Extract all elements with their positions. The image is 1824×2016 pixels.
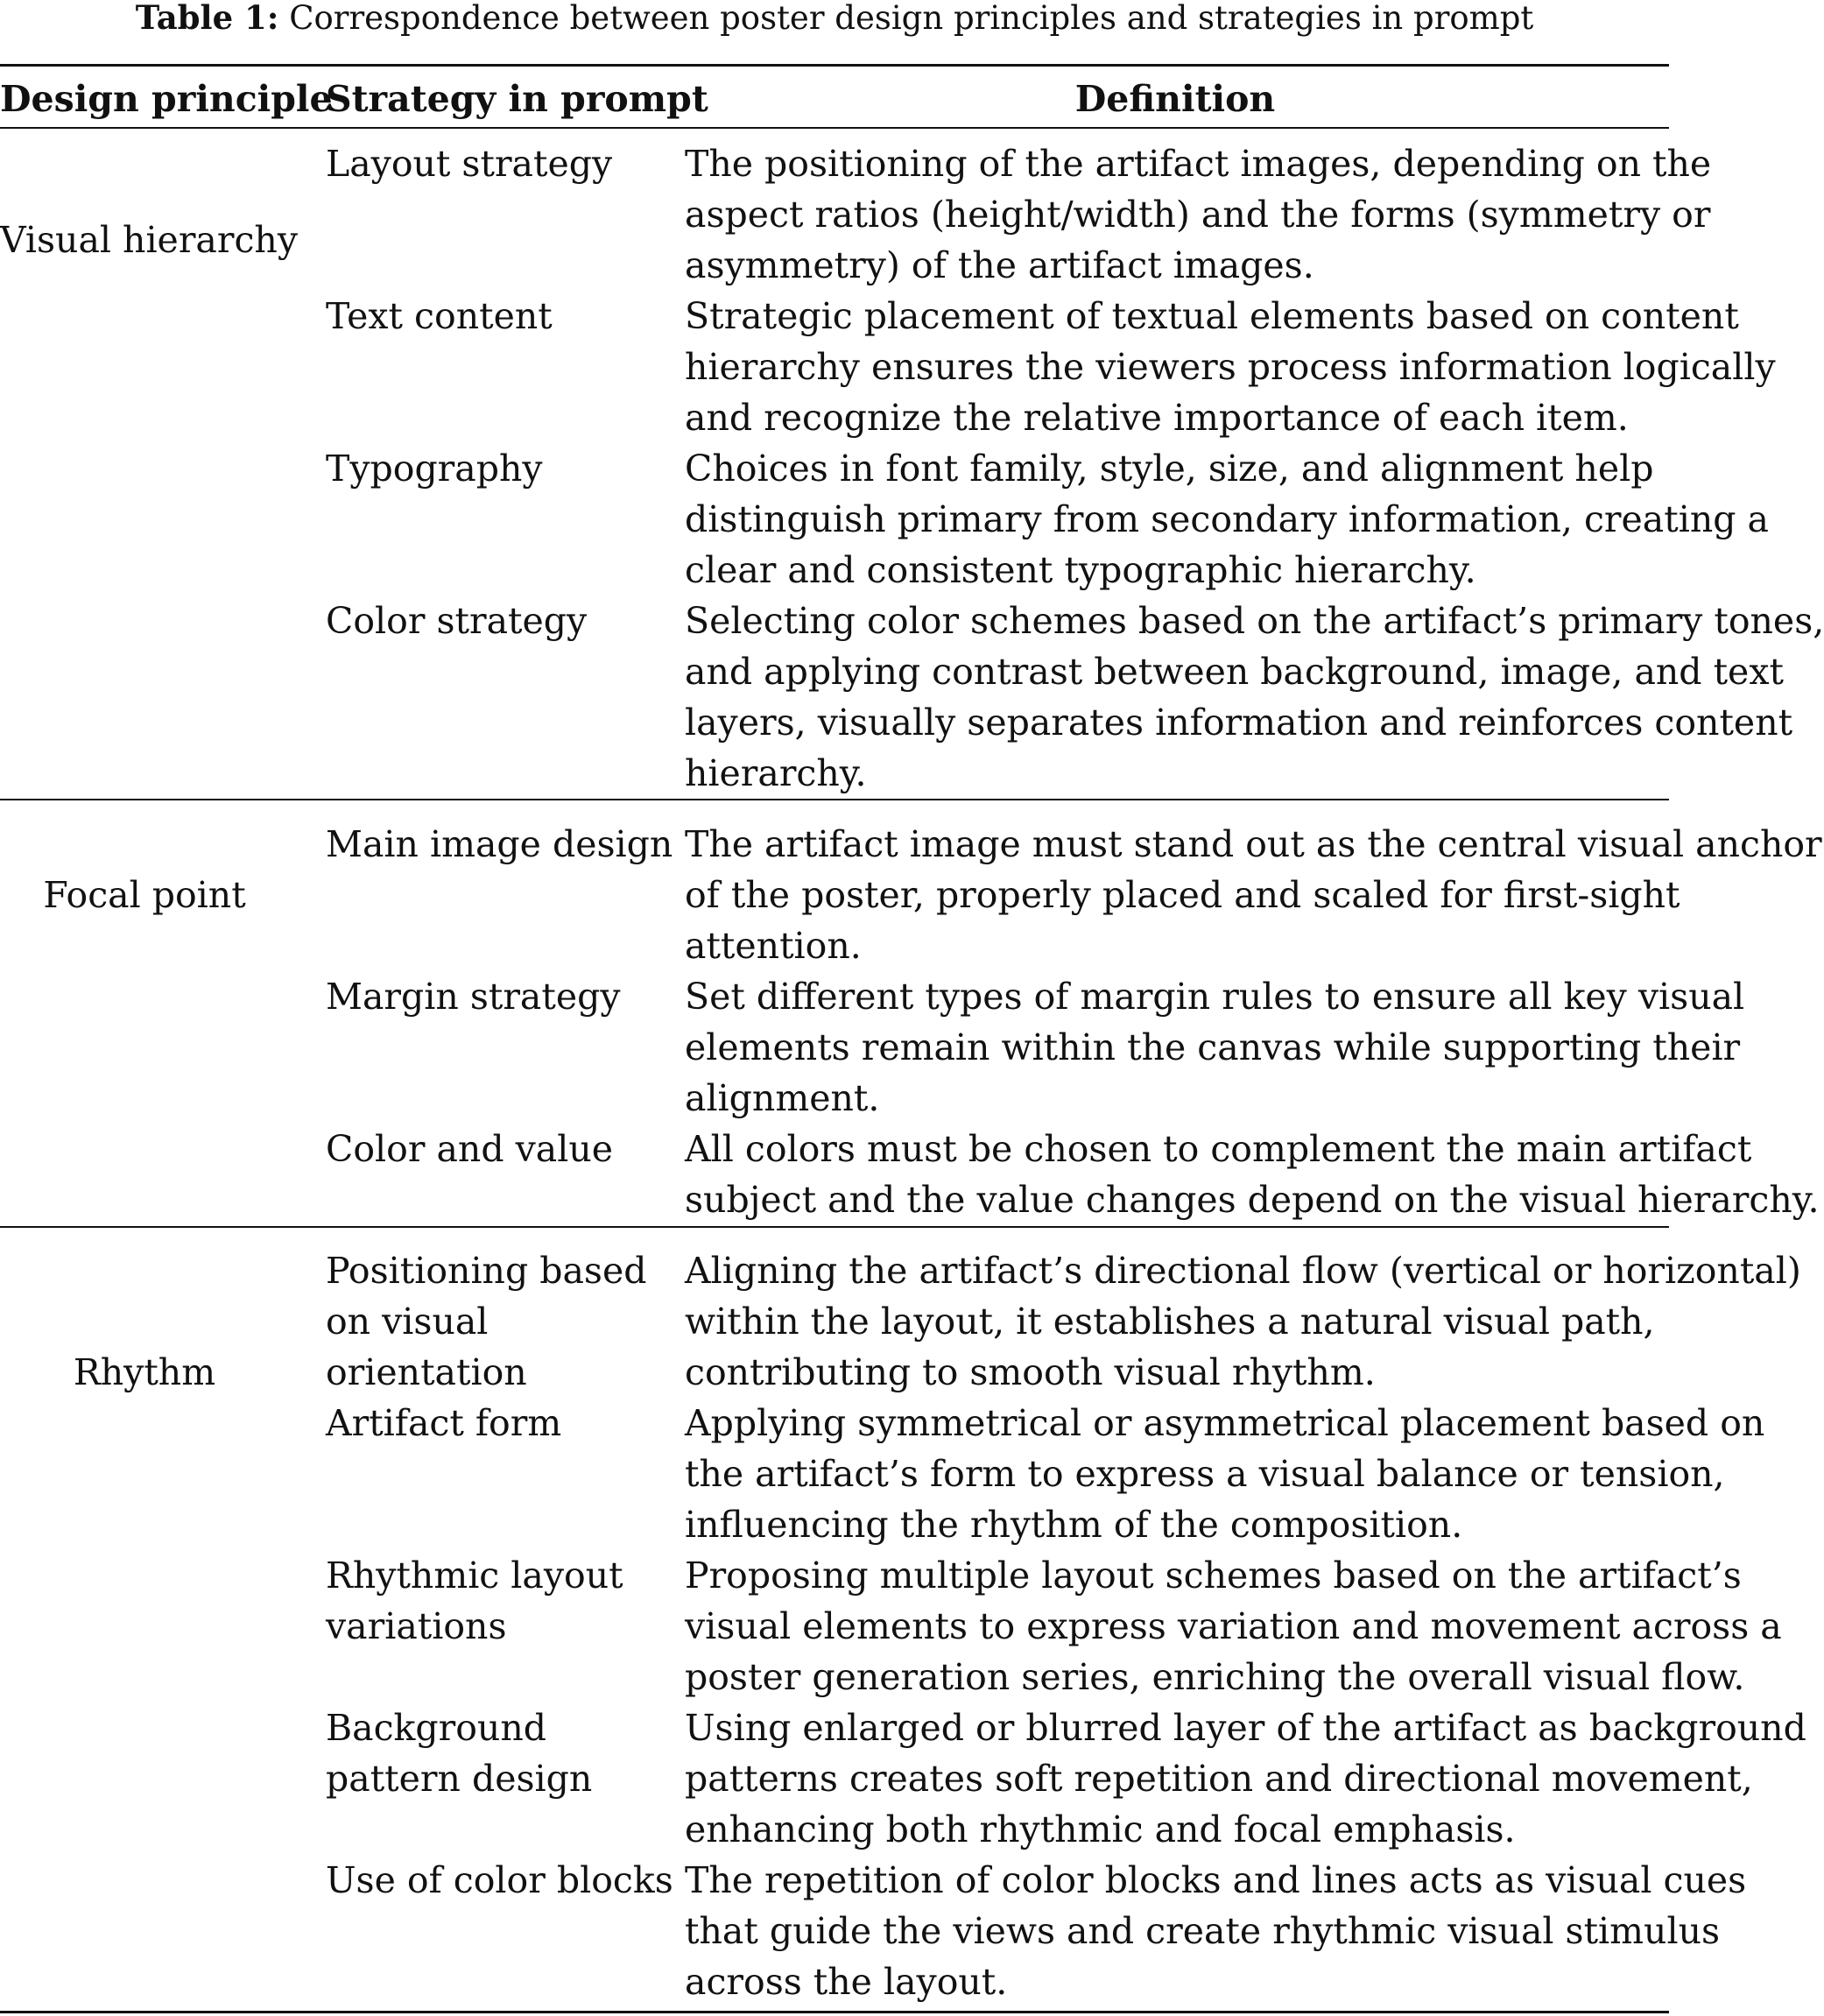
definition-cell xyxy=(685,596,1824,799)
strategy-line: Color and value xyxy=(326,1128,613,1170)
group-divider-2 xyxy=(0,1226,1669,1228)
strategy-line: Positioning based xyxy=(326,1250,647,1292)
definition-line: aspect ratios (height/width) and the forms (symmetry or xyxy=(685,194,1711,236)
strategy-cell xyxy=(326,1398,685,1449)
definition-line: alignment. xyxy=(685,1077,880,1119)
definition-cell xyxy=(685,819,1822,971)
definition-cell xyxy=(685,1855,1747,2007)
definition-line: Choices in font family, style, size, and alignment help xyxy=(685,448,1654,490)
definition-line: Aligning the artifact’s directional flow (vertical or horizontal) xyxy=(685,1250,1801,1292)
definition-cell xyxy=(685,1124,1820,1225)
group-divider-1 xyxy=(0,799,1669,800)
strategy-cell xyxy=(326,1550,685,1652)
strategy-line: Typography xyxy=(326,448,543,490)
strategy-line: variations xyxy=(326,1605,507,1647)
strategy-line: Main image design xyxy=(326,823,673,865)
definition-line: hierarchy ensures the viewers process information logically xyxy=(685,346,1776,388)
definition-line: layers, visually separates information and reinforces content xyxy=(685,701,1793,744)
definition-line: patterns creates soft repetition and directional movement, xyxy=(685,1758,1753,1800)
header-design-principle: Design principle xyxy=(0,78,333,120)
definition-cell xyxy=(685,138,1712,291)
strategy-line: Use of color blocks xyxy=(326,1859,673,1901)
definition-line: clear and consistent typographic hierarchy. xyxy=(685,549,1476,591)
strategy-line: Margin strategy xyxy=(326,976,621,1018)
header-strategy-in-prompt: Strategy in prompt xyxy=(326,78,708,120)
definition-cell xyxy=(685,1398,1765,1550)
definition-line: across the layout. xyxy=(685,1961,1008,2003)
strategy-line: on visual xyxy=(326,1301,489,1343)
definition-line: The artifact image must stand out as the central visual anchor xyxy=(685,823,1822,865)
strategy-cell xyxy=(326,1702,685,1804)
strategy-cell xyxy=(326,1855,685,1906)
definition-line: of the poster, properly placed and scaled for first-sight xyxy=(685,874,1680,916)
strategy-cell xyxy=(326,1124,685,1174)
principle-rhythm: Rhythm xyxy=(73,1351,216,1393)
strategy-cell xyxy=(326,138,685,189)
bottom-rule xyxy=(0,2011,1669,2013)
strategy-line: Color strategy xyxy=(326,600,588,642)
strategy-cell xyxy=(326,819,685,870)
definition-line: The repetition of color blocks and lines acts as visual cues xyxy=(685,1859,1747,1901)
definition-cell xyxy=(685,971,1745,1124)
strategy-cell xyxy=(326,291,685,342)
strategy-line: Rhythmic layout xyxy=(326,1554,623,1597)
strategy-cell xyxy=(326,596,685,646)
definition-line: Strategic placement of textual elements based on content xyxy=(685,295,1739,337)
definition-line: Proposing multiple layout schemes based on the artifact’s xyxy=(685,1554,1742,1597)
principle-focal-point: Focal point xyxy=(43,874,246,916)
top-rule xyxy=(0,64,1669,67)
definition-line: visual elements to express variation and movement across a xyxy=(685,1605,1782,1647)
strategy-line: Layout strategy xyxy=(326,143,613,185)
strategy-line: Text content xyxy=(326,295,553,337)
definition-line: Selecting color schemes based on the artifact’s primary tones, xyxy=(685,600,1824,642)
strategy-line: pattern design xyxy=(326,1758,593,1800)
definition-line: attention. xyxy=(685,925,862,967)
definition-cell xyxy=(685,443,1769,596)
strategy-line: Artifact form xyxy=(326,1402,562,1444)
definition-line: the artifact’s form to express a visual balance or tension, xyxy=(685,1453,1725,1495)
definition-line: All colors must be chosen to complement the main artifact xyxy=(685,1128,1752,1170)
strategy-line: Background xyxy=(326,1707,546,1749)
strategy-line: orientation xyxy=(326,1351,527,1393)
definition-line: influencing the rhythm of the composition. xyxy=(685,1504,1463,1546)
definition-line: and applying contrast between background, image, and text xyxy=(685,651,1784,693)
strategy-cell xyxy=(326,971,685,1022)
definition-line: Set different types of margin rules to ensure all key visual xyxy=(685,976,1745,1018)
definition-line: Applying symmetrical or asymmetrical placement based on xyxy=(685,1402,1765,1444)
definition-line: elements remain within the canvas while supporting their xyxy=(685,1026,1741,1068)
principle-visual-hierarchy: Visual hierarchy xyxy=(0,219,298,261)
definition-cell xyxy=(685,1550,1782,1702)
header-rule xyxy=(0,127,1669,129)
definition-line: and recognize the relative importance of each item. xyxy=(685,397,1629,439)
header-definition: Definition xyxy=(1074,78,1276,120)
definition-line: enhancing both rhythmic and focal emphasis. xyxy=(685,1808,1516,1850)
table-caption-label: Table 1: xyxy=(135,0,279,37)
table-caption xyxy=(0,0,1669,36)
strategy-cell xyxy=(326,1245,685,1398)
definition-line: that guide the views and create rhythmic visual stimulus xyxy=(685,1910,1721,1952)
definition-line: asymmetry) of the artifact images. xyxy=(685,244,1314,286)
definition-line: within the layout, it establishes a natural visual path, xyxy=(685,1301,1655,1343)
definition-cell xyxy=(685,1245,1801,1398)
definition-line: distinguish primary from secondary information, creating a xyxy=(685,498,1769,540)
definition-line: contributing to smooth visual rhythm. xyxy=(685,1351,1376,1393)
definition-line: Using enlarged or blurred layer of the artifact as background xyxy=(685,1707,1806,1749)
definition-cell xyxy=(685,291,1776,443)
definition-line: The positioning of the artifact images, depending on the xyxy=(685,143,1712,185)
definition-line: poster generation series, enriching the overall visual flow. xyxy=(685,1656,1745,1698)
definition-cell xyxy=(685,1702,1806,1855)
table-caption-text: Correspondence between poster design principles and strategies in prompt xyxy=(289,0,1534,37)
definition-line: subject and the value changes depend on the visual hierarchy. xyxy=(685,1179,1820,1221)
definition-line: hierarchy. xyxy=(685,752,867,794)
strategy-cell xyxy=(326,443,685,494)
